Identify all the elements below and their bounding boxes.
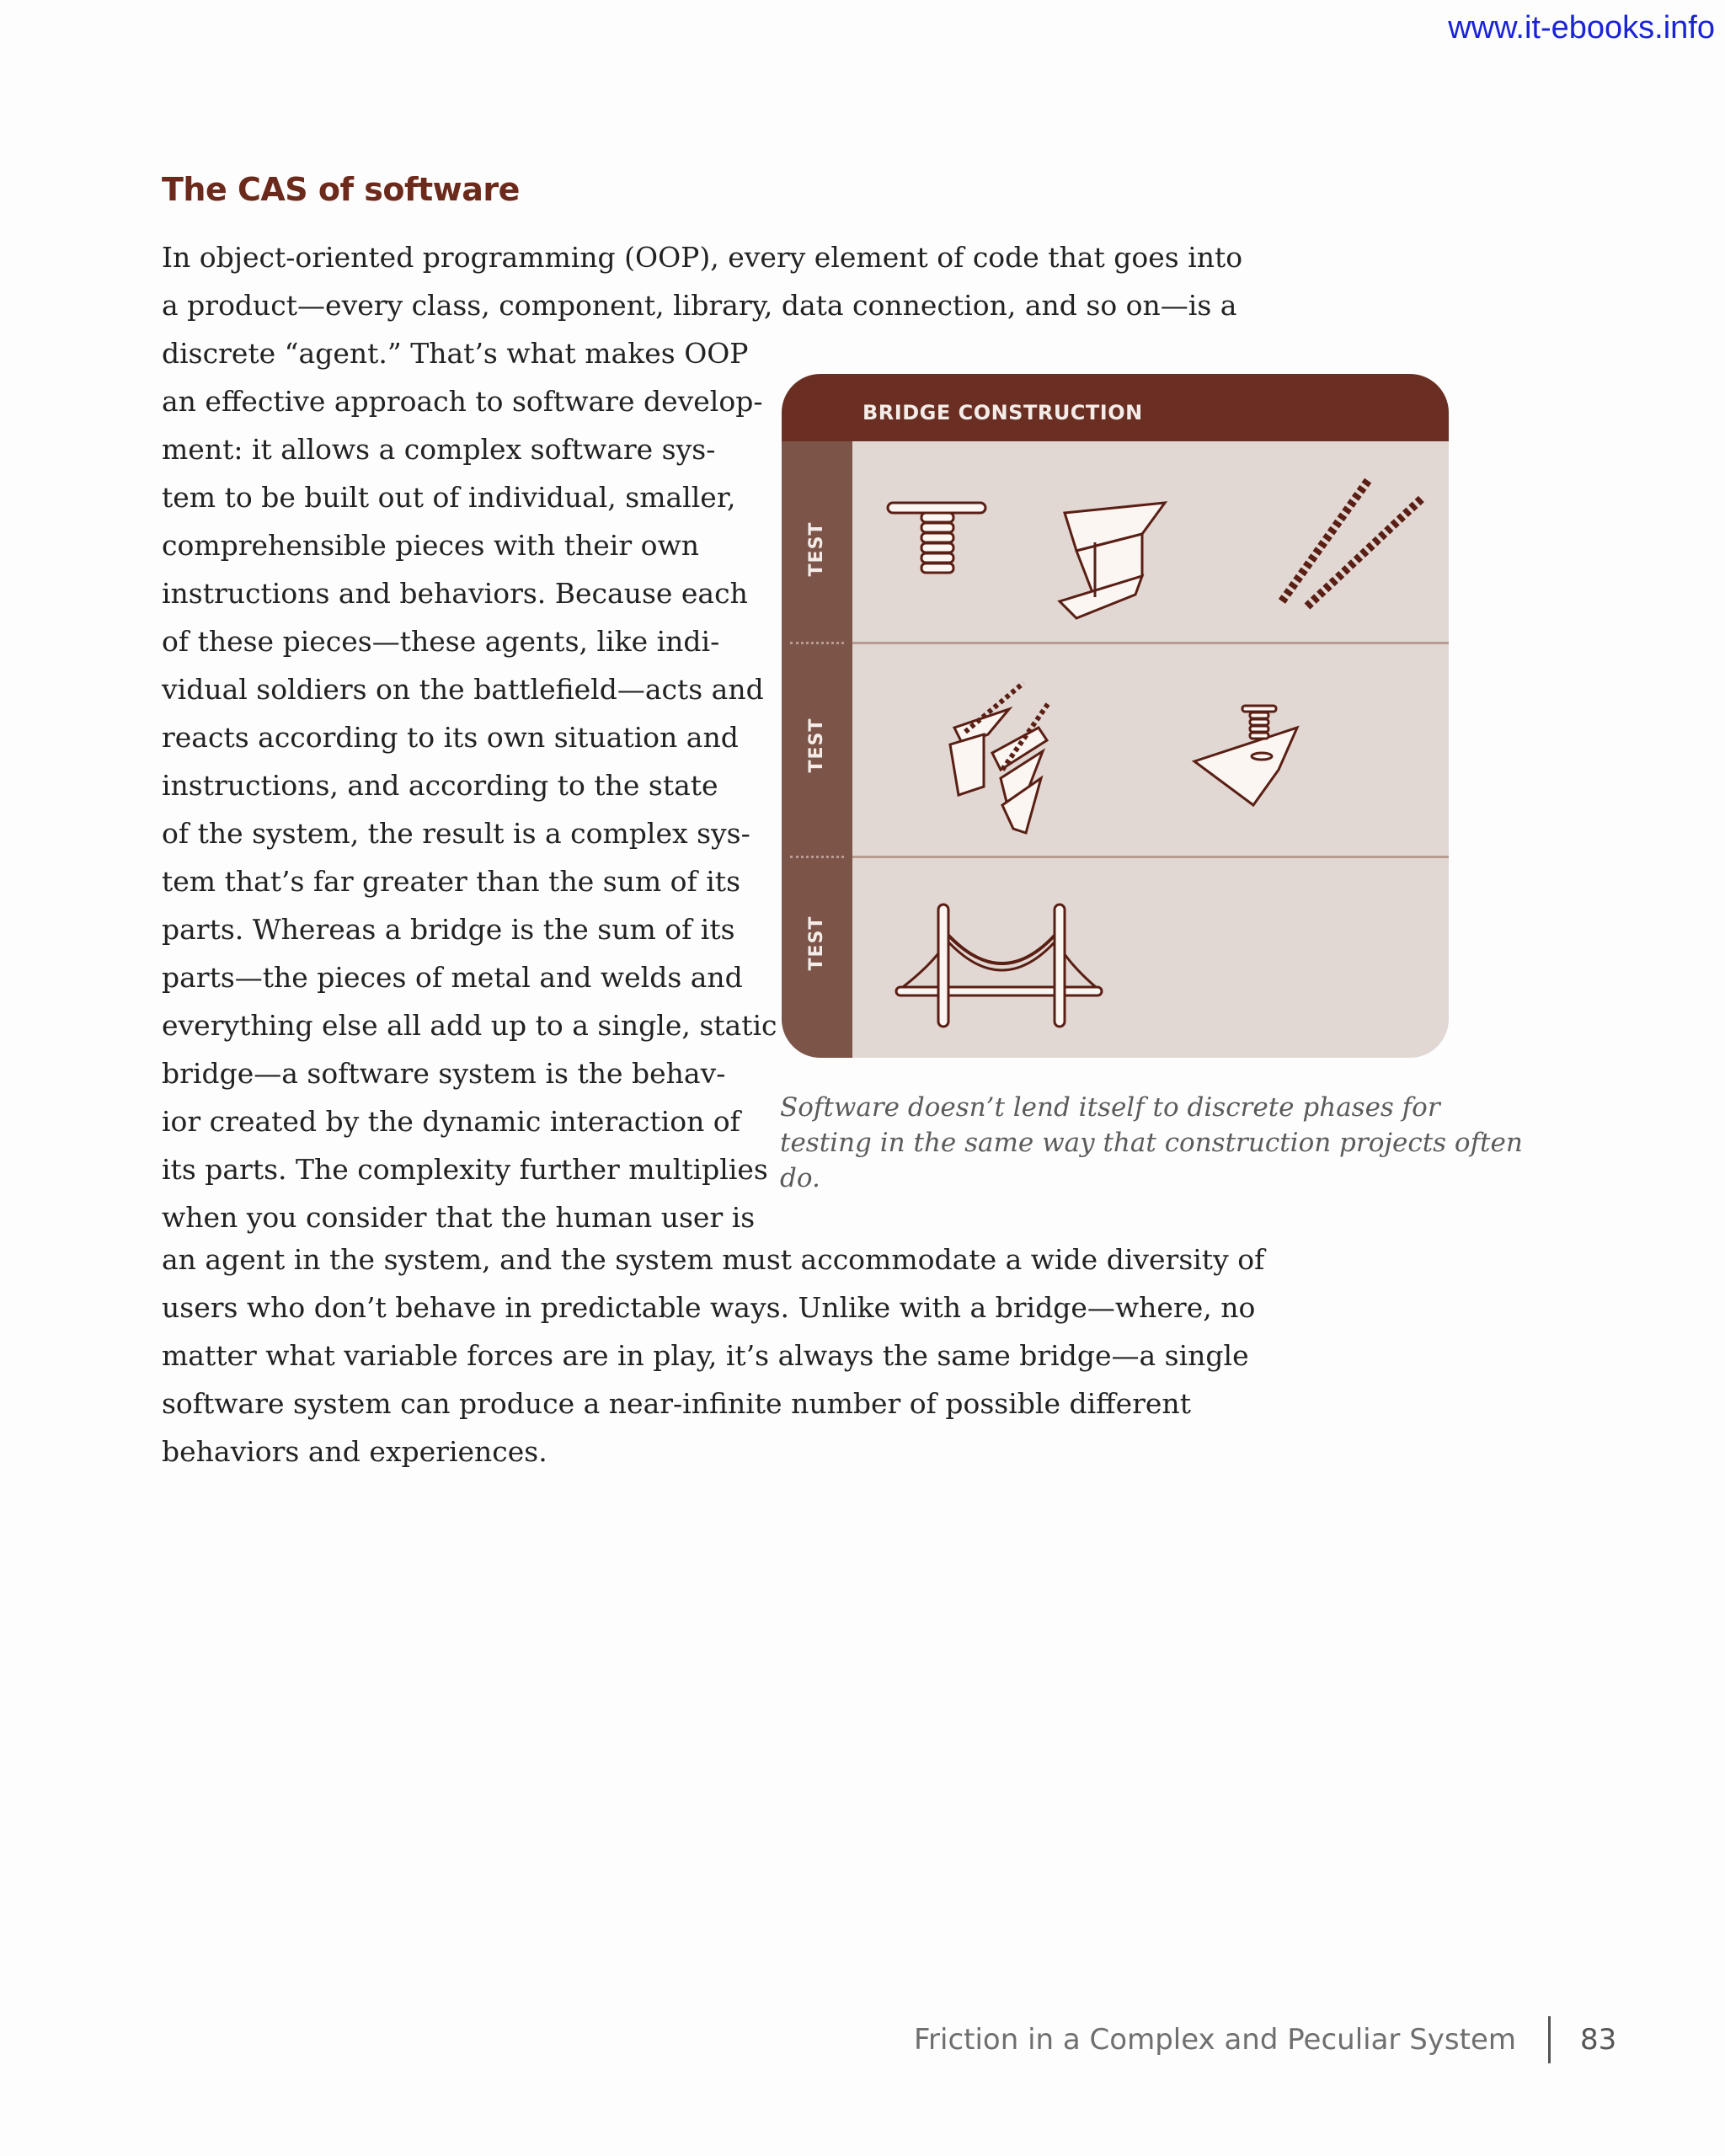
figure-panel bbox=[782, 374, 1449, 1058]
text-line: users who don’t behave in predictable ways. Unlike with a bridge—where, no bbox=[162, 1291, 1256, 1324]
welded-beams-icon bbox=[950, 683, 1048, 833]
text-line: behaviors and experiences. bbox=[162, 1435, 547, 1468]
phase-label-3: TEST bbox=[806, 915, 827, 971]
figure-title: BRIDGE CONSTRUCTION bbox=[862, 401, 1143, 424]
text-line: a product—every class, component, library, data connection, and so on—is a bbox=[162, 289, 1237, 322]
phase-label-2: TEST bbox=[806, 718, 827, 773]
text-line: vidual soldiers on the battlefield—acts and bbox=[162, 673, 764, 706]
rivets-icon bbox=[1282, 478, 1423, 606]
text-line: bridge—a software system is the behav- bbox=[162, 1057, 726, 1090]
text-line: parts. Whereas a bridge is the sum of its bbox=[162, 913, 735, 946]
watermark-link[interactable]: www.it-ebooks.info bbox=[1448, 10, 1715, 45]
bridge-construction-figure bbox=[782, 374, 1449, 1058]
page-number: 83 bbox=[1580, 2023, 1617, 2057]
figure-artwork bbox=[782, 374, 1449, 1058]
i-beam-icon bbox=[1060, 503, 1165, 618]
text-line: instructions and behaviors. Because each bbox=[162, 577, 748, 610]
running-footer-title: Friction in a Complex and Peculiar System bbox=[913, 2023, 1516, 2057]
text-line: ior created by the dynamic interaction of bbox=[162, 1105, 740, 1138]
text-line: everything else all add up to a single, static bbox=[162, 1009, 777, 1042]
text-line: when you consider that the human user is bbox=[162, 1201, 756, 1234]
text-line: software system can produce a near-infinite number of possible different bbox=[162, 1387, 1191, 1420]
text-line: tem that’s far greater than the sum of its bbox=[162, 865, 741, 898]
text-line: instructions, and according to the state bbox=[162, 769, 718, 802]
text-line: reacts according to its own situation and bbox=[162, 721, 739, 754]
text-line: tem to be built out of individual, smaller, bbox=[162, 481, 736, 514]
text-line: matter what variable forces are in play, it’s always the same bridge—a single bbox=[162, 1339, 1249, 1372]
text-line: discrete “agent.” That’s what makes OOP bbox=[162, 337, 749, 370]
text-line: parts—the pieces of metal and welds and bbox=[162, 961, 743, 994]
text-line: ment: it allows a complex software sys- bbox=[162, 433, 716, 466]
text-line: comprehensible pieces with their own bbox=[162, 529, 699, 562]
bolt-icon bbox=[888, 503, 985, 573]
paragraph-top bbox=[162, 233, 1242, 329]
text-line: its parts. The complexity further multiplies bbox=[162, 1153, 768, 1186]
text-line: In object-oriented programming (OOP), every element of code that goes into bbox=[162, 241, 1243, 274]
footer-divider bbox=[1548, 2016, 1551, 2063]
text-line: of these pieces—these agents, like indi- bbox=[162, 625, 720, 658]
text-line: an agent in the system, and the system must accommodate a wide diversity of bbox=[162, 1243, 1265, 1276]
paragraph-wrapped bbox=[162, 329, 777, 1241]
text-line: an effective approach to software develop- bbox=[162, 385, 763, 418]
figure-caption: Software doesn’t lend itself to discrete phases for testing in the same way that construction projects often do. bbox=[780, 1092, 1523, 1193]
paragraph-bottom bbox=[162, 1235, 1264, 1476]
suspension-bridge-icon bbox=[896, 905, 1102, 1027]
phase-label-1: TEST bbox=[806, 521, 827, 577]
plate-bolt-icon bbox=[1194, 706, 1297, 805]
text-line: of the system, the result is a complex sys- bbox=[162, 817, 750, 850]
section-heading: The CAS of software bbox=[162, 171, 520, 208]
